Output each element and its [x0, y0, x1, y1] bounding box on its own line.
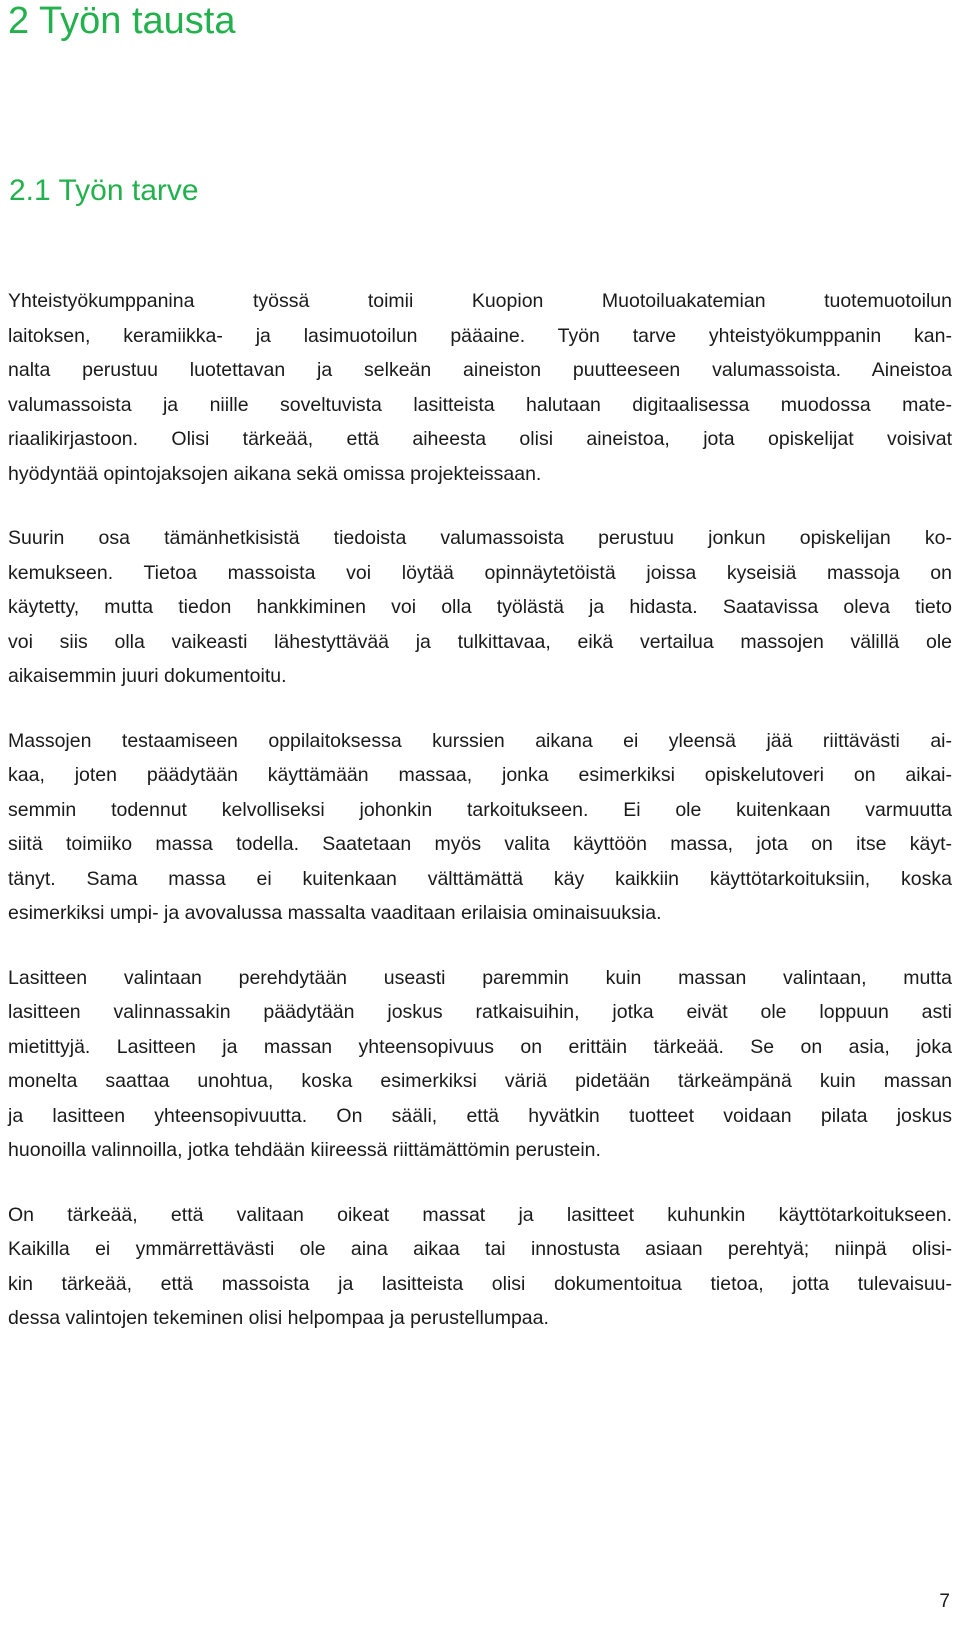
text-line: mietittyjä. Lasitteen ja massan yhteensopivuus on erittäin tärkeää. Se on asia, joka: [8, 1035, 952, 1058]
text-line: Kaikilla ei ymmärrettävästi ole aina aikaa tai innostusta asiaan perehtyä; niinpä olisi-: [8, 1238, 952, 1260]
page-number: 7: [939, 1591, 950, 1612]
body-text: [8, 284, 952, 1366]
text-line: ja lasitteen yhteensopivuutta. On sääli, että hyvätkin tuotteet voidaan pilata joskus: [8, 1104, 952, 1127]
text-line: On tärkeää, että valitaan oikeat massat ja lasitteet kuhunkin käyttötarkoitukseen.: [8, 1203, 952, 1226]
text-line: nalta perustuu luotettavan ja selkeän aineiston puutteeseen valumassoista. Aineistoa: [8, 359, 952, 381]
text-line: semmin todennut kelvolliseksi johonkin tarkoitukseen. Ei ole kuitenkaan varmuutta: [8, 798, 952, 821]
text-line: voi siis olla vaikeasti lähestyttävää ja tulkittavaa, eikä vertailua massojen välillä ole: [8, 630, 952, 653]
text-line: käytetty, mutta tiedon hankkiminen voi olla työlästä ja hidasta. Saatavissa oleva tieto: [8, 596, 952, 618]
text-line: kaa, joten päädytään käyttämään massaa, jonka esimerkiksi opiskelutoveri on aikai-: [8, 764, 952, 786]
text-line: huonoilla valinnoilla, jotka tehdään kiireessä riittämättömin perustein.: [8, 1139, 601, 1161]
paragraph: [8, 961, 952, 1168]
text-line: tänyt. Sama massa ei kuitenkaan välttämättä käy kaikkiin käyttötarkoituksiin, koska: [8, 867, 952, 890]
text-line: riaalikirjastoon. Olisi tärkeää, että aiheesta olisi aineistoa, jota opiskelijat voisivat: [8, 428, 952, 450]
text-line: laitoksen, keramiikka- ja lasimuotoilun pääaine. Työn tarve yhteistyökumppanin kan-: [8, 324, 952, 347]
text-line: lasitteen valinnassakin päädytään joskus ratkaisuihin, jotka eivät ole loppuun asti: [8, 1001, 952, 1023]
text-line: Suurin osa tämänhetkisistä tiedoista valumassoista perustuu jonkun opiskelijan ko-: [8, 527, 952, 549]
text-line: Lasitteen valintaan perehdytään useasti paremmin kuin massan valintaan, mutta: [8, 966, 952, 989]
text-line: hyödyntää opintojaksojen aikana sekä omissa projekteissaan.: [8, 462, 542, 485]
text-line: aikaisemmin juuri dokumentoitu.: [8, 665, 287, 687]
text-line: Yhteistyökumppanina työssä toimii Kuopion Muotoiluakatemian tuotemuotoilun: [8, 290, 952, 312]
text-line: kin tärkeää, että massoista ja lasitteista olisi dokumentoitua tietoa, jotta tulevaisuu-: [8, 1272, 952, 1295]
text-line: monelta saattaa unohtua, koska esimerkiksi väriä pidetään tärkeämpänä kuin massan: [8, 1070, 952, 1092]
text-line: dessa valintojen tekeminen olisi helpompaa ja perustellumpaa.: [8, 1307, 549, 1329]
text-line: valumassoista ja niille soveltuvista lasitteista halutaan digitaalisessa muodossa mate-: [8, 393, 952, 416]
section-heading: 2.1 Työn tarve: [9, 174, 199, 207]
text-line: esimerkiksi umpi- ja avovalussa massalta vaaditaan erilaisia ominaisuuksia.: [8, 902, 662, 924]
text-line: Massojen testaamiseen oppilaitoksessa kurssien aikana ei yleensä jää riittävästi ai-: [8, 729, 952, 752]
paragraph: [8, 724, 952, 931]
chapter-heading: 2 Työn tausta: [8, 0, 236, 42]
text-line: siitä toimiiko massa todella. Saatetaan myös valita käyttöön massa, jota on itse käyt-: [8, 833, 952, 855]
paragraph: [8, 521, 952, 694]
text-line: kemukseen. Tietoa massoista voi löytää opinnäytetöistä joissa kyseisiä massoja on: [8, 561, 952, 584]
paragraph: [8, 284, 952, 491]
paragraph: [8, 1198, 952, 1336]
